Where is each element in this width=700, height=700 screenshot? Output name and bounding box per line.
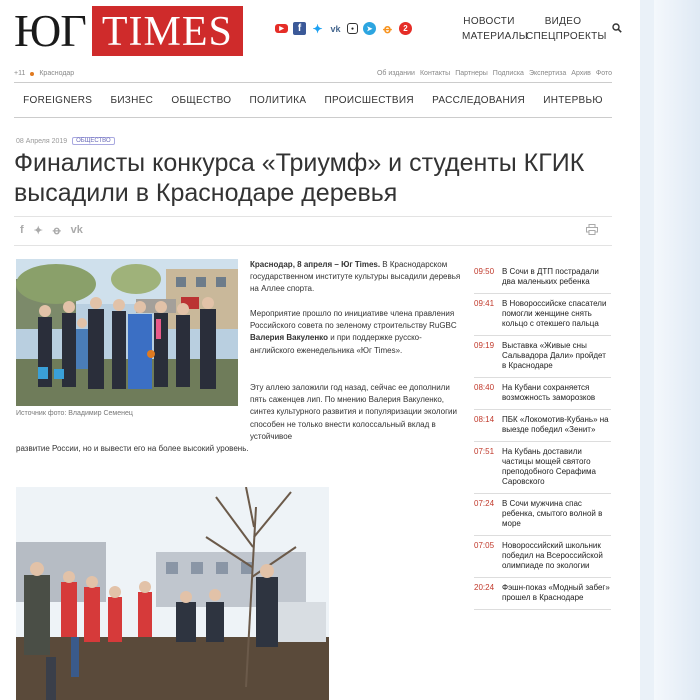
share-facebook-icon[interactable]: f [20,224,24,236]
social-icons [275,22,412,35]
zen-icon[interactable]: 2 [399,22,412,35]
article-paragraph-1 [250,259,462,296]
news-feed-item[interactable] [474,442,611,494]
share-odnoklassniki-icon[interactable]: ꝋ [52,225,61,237]
weather-temperature: +11 [14,70,26,77]
news-feed-item[interactable] [474,536,611,578]
news-feed-item[interactable] [474,262,611,294]
facebook-icon[interactable]: f [293,22,306,35]
category-interviews[interactable]: ИНТЕРВЬЮ [543,94,603,106]
news-headline[interactable]: На Кубани сохраняется возможность заморозков [502,383,596,402]
news-feed-item[interactable] [474,336,611,378]
news-headline[interactable]: ПБК «Локомотив-Кубань» на выезде победил «Зенит» [502,415,609,434]
article-paragraph-2 [250,308,462,357]
article-photo-planting [16,487,329,700]
link-archive[interactable]: Архив [571,70,591,77]
photo-caption: Источник фото: Владимир Семенец [16,410,133,417]
news-time: 07:24 [474,499,495,508]
link-experts[interactable]: Экспертиза [528,70,567,77]
nav-video[interactable]: ВИДЕО [544,16,582,27]
news-headline[interactable]: На Кубань доставили частицы мощей святого преподобного Серафима Саровского [502,447,596,486]
news-time: 08:14 [474,415,495,424]
window-background [640,0,700,700]
paragraph-2-text-a: Мероприятие прошло по инициативе члена правления Российского совета по зеленому строительству RuGBC [250,309,457,331]
link-about[interactable]: Об издании [376,70,415,77]
site-logo[interactable] [14,6,243,56]
article-paragraph-3: Эту аллею заложили год назад, сейчас ее дополнили пять саженцев лип. По мнению Валерия Вакуленко, синтез культурного развития и популяризации экологии способен не только внести колоссальный вклад в устойчивое [250,383,457,441]
link-contacts[interactable]: Контакты [419,70,451,77]
print-icon[interactable] [586,224,598,238]
news-time: 08:40 [474,383,495,392]
nav-news[interactable]: НОВОСТИ [463,16,515,27]
telegram-icon[interactable]: ➤ [363,22,376,35]
share-vk-icon[interactable]: vk [70,224,83,236]
article-photo-group [16,259,238,406]
news-headline[interactable]: Новороссийский школьник победил на Всероссийской олимпиаде по экологии [502,541,603,570]
news-feed-item[interactable] [474,410,611,442]
odnoklassniki-icon[interactable]: ꝋ [383,21,392,36]
logo-ug-text: ЮГ [14,5,86,56]
category-society[interactable]: ОБЩЕСТВО [171,94,232,106]
info-links [377,70,612,77]
news-feed-item[interactable] [474,494,611,536]
category-nav [14,82,612,118]
paragraph-1-text: В Краснодарском государственном институте культуры высадили деревья на Аллее спорта. [250,260,461,294]
news-feed-item[interactable] [474,378,611,410]
vk-icon[interactable]: vk [330,23,341,34]
nav-special-projects[interactable]: СПЕЦПРОЕКТЫ [526,31,607,42]
nav-news-materials[interactable] [462,14,528,44]
category-investigations[interactable]: РАССЛЕДОВАНИЯ [432,94,525,106]
category-incidents[interactable]: ПРОИСШЕСТВИЯ [324,94,414,106]
news-feed-item[interactable] [474,578,611,610]
share-twitter-icon[interactable]: ✦ [33,225,43,237]
news-time: 09:50 [474,267,495,276]
sub-bar [14,68,612,82]
article-title: Финалисты конкурса «Триумф» и студенты КГИК высадили в Краснодаре деревья [14,149,585,207]
link-partners[interactable]: Партнеры [455,70,488,77]
paragraph-lead: Краснодар, 8 апреля – Юг Times. [250,260,381,269]
city-label[interactable]: Краснодар [39,70,75,77]
news-headline[interactable]: Выставка «Живые сны Сальвадора Дали» пройдет в Краснодаре [502,341,606,370]
youtube-icon[interactable]: ▶ [275,24,288,33]
logo-times-text: TIMES [92,6,243,56]
person-name: Валерия Вакуленко [250,333,328,343]
category-politics[interactable]: ПОЛИТИКА [249,94,307,106]
nav-video-special[interactable] [526,14,607,44]
news-time: 07:05 [474,541,495,550]
article-paragraph-3-continued: развитие России, но и вывести его на более высокий уровень. [16,444,249,453]
news-headline[interactable]: В Новороссийске спасатели помогли женщине снять кольцо с отекшего пальца [502,299,607,328]
link-photo[interactable]: Фото [595,70,612,77]
instagram-icon[interactable]: ● [347,23,358,34]
news-headline[interactable]: В Сочи мужчина спас ребенка, смытого волной в море [502,499,603,528]
category-business[interactable]: БИЗНЕС [110,94,154,106]
news-headline[interactable]: В Сочи в ДТП пострадали два маленьких ребенка [502,267,599,286]
article-date: 08 Апреля 2019 [16,137,68,145]
news-headline[interactable]: Фэшн-показ «Модный забег» прошел в Краснодаре [502,583,610,602]
article-tag[interactable]: ОБЩЕСТВО [72,137,115,145]
twitter-icon[interactable]: ✦ [312,21,323,36]
news-time: 20:24 [474,583,495,592]
share-bar [14,216,612,246]
sun-icon [30,72,34,76]
news-time: 09:41 [474,299,495,308]
news-feed [474,262,611,610]
news-time: 09:19 [474,341,495,350]
article-meta [16,137,115,145]
news-feed-item[interactable] [474,294,611,336]
nav-materials[interactable]: МАТЕРИАЛЫ [462,31,528,42]
search-icon[interactable] [612,22,622,36]
link-subscription[interactable]: Подписка [492,70,524,77]
category-foreigners[interactable]: FOREIGNERS [23,94,93,106]
news-time: 07:51 [474,447,495,456]
paragraph-2-text-b: и при поддержке русско-английского еженедельника «Юг Times». [250,333,422,355]
